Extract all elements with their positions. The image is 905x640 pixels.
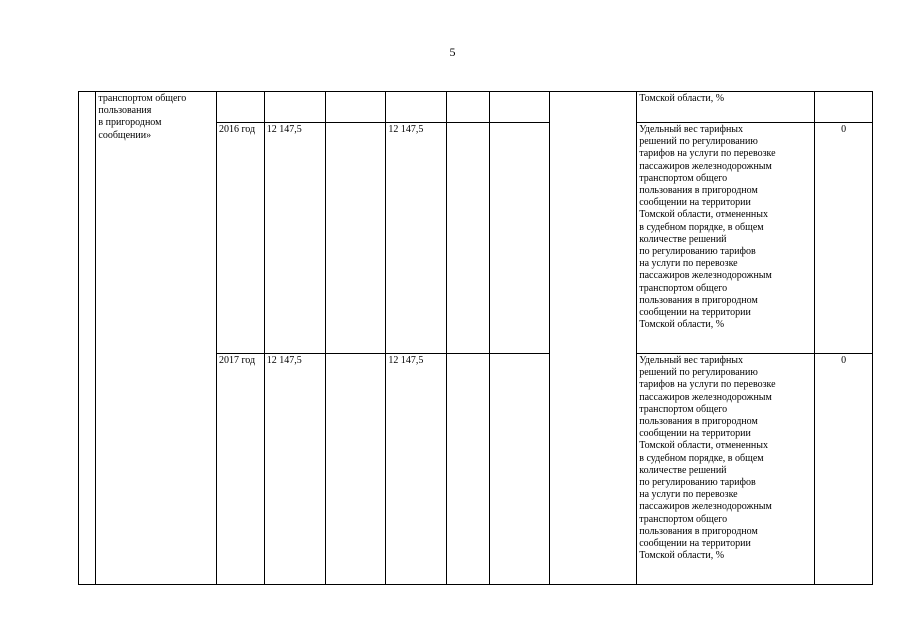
cell-value xyxy=(815,92,873,123)
cell-total: 12 147,5 xyxy=(264,354,325,585)
cell-value: 0 xyxy=(815,123,873,354)
cell-other xyxy=(489,123,550,354)
cell-year: 2017 год xyxy=(216,354,264,585)
cell-other xyxy=(489,92,550,123)
cell-other xyxy=(489,354,550,585)
cell-total: 12 147,5 xyxy=(264,123,325,354)
cell-executor xyxy=(550,92,637,585)
cell-federal xyxy=(325,92,386,123)
cell-program-name: транспортом общего пользования в пригородном сообщении» xyxy=(96,92,217,585)
cell-indicator: Удельный вес тарифных решений по регулированию тарифов на услуги по перевозке пассажиров железнодорожным транспортом общего пользования в пригородном сообщении на территории Томской области, отмененных в судебном порядке, в общем количестве решений по регулированию тарифов на услуги по перевозке пассажиров железнодорожным транспортом общего пользования в пригородном сообщении на территории Томской области, % xyxy=(637,123,815,354)
cell-total xyxy=(264,92,325,123)
table-row-continuation xyxy=(79,92,873,123)
page-number: 5 xyxy=(449,45,456,59)
cell-value: 0 xyxy=(815,354,873,585)
cell-federal xyxy=(325,354,386,585)
cell-local xyxy=(447,92,489,123)
cell-indicator: Удельный вес тарифных решений по регулированию тарифов на услуги по перевозке пассажиров железнодорожным транспортом общего пользования в пригородном сообщении на территории Томской области, отмененных в судебном порядке, в общем количестве решений по регулированию тарифов на услуги по перевозке пассажиров железнодорожным транспортом общего пользования в пригородном сообщении на территории Томской области, % xyxy=(637,354,815,585)
cell-year xyxy=(216,92,264,123)
cell-regional xyxy=(386,92,447,123)
cell-indicator: Томской области, % xyxy=(637,92,815,123)
cell-local xyxy=(447,354,489,585)
cell-local xyxy=(447,123,489,354)
cell-regional: 12 147,5 xyxy=(386,123,447,354)
program-table xyxy=(78,91,873,585)
cell-regional: 12 147,5 xyxy=(386,354,447,585)
cell-number xyxy=(79,92,96,585)
cell-year: 2016 год xyxy=(216,123,264,354)
cell-federal xyxy=(325,123,386,354)
